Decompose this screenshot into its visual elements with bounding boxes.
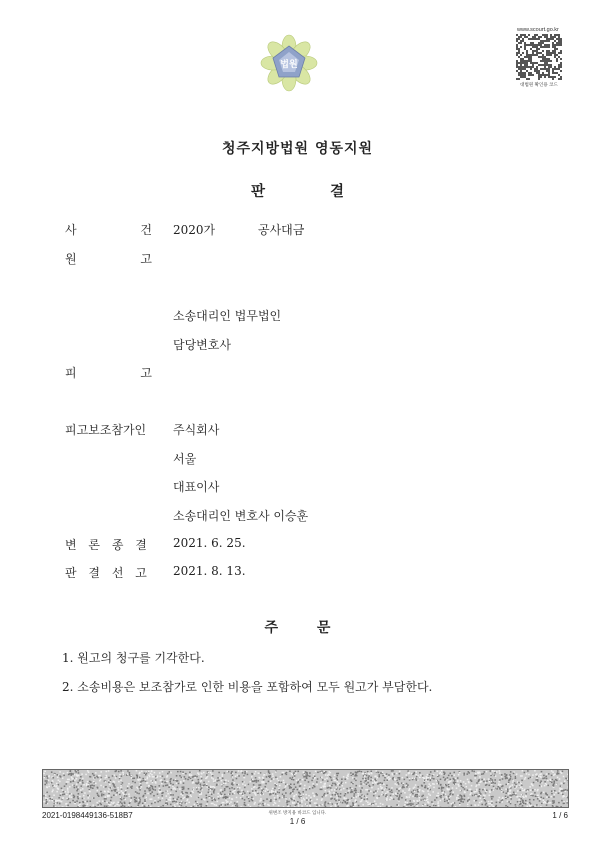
intervenor-counsel: 소송대리인 변호사 이승훈: [173, 509, 309, 523]
court-emblem-icon: [260, 34, 318, 92]
ruling-label: 판 결 선 고: [65, 566, 151, 580]
emblem-text: 법원: [280, 60, 298, 70]
case-number: 2020가: [173, 223, 216, 237]
document-title: 판 결: [250, 183, 345, 200]
verification-qr-code: [516, 34, 562, 80]
case-label: 사 건: [65, 223, 182, 237]
case-name: 공사대금: [258, 223, 305, 237]
ruling-date: 2021. 8. 13.: [173, 564, 246, 578]
document-id: 2021-0198449136-518B7: [42, 811, 133, 820]
defendant-label: 피 고: [65, 366, 182, 380]
plaintiff-counsel-firm: 소송대리인 법무법인: [173, 309, 282, 323]
barcode-note: 위변조 방지용 바코드 입니다.: [268, 811, 327, 816]
intervenor-label: 피고보조참가인: [65, 423, 147, 437]
page-number: 1 / 6: [552, 811, 568, 820]
qr-url: www.scourt.go.kr: [517, 27, 559, 33]
order-title: 주 문: [264, 620, 331, 636]
court-name: 청주지방법원 영동지원: [221, 141, 374, 157]
closing-date: 2021. 6. 25.: [173, 536, 246, 550]
closing-label: 변 론 종 결: [65, 538, 151, 552]
qr-caption: 대법원 확인용 코드: [520, 83, 558, 88]
order-item: 2. 소송비용은 보조참가로 인한 비용을 포함하여 모두 원고가 부담한다.: [62, 680, 433, 694]
center-page-number: 1 / 6: [289, 817, 306, 826]
plaintiff-counsel-attorney: 담당변호사: [173, 338, 231, 352]
anti-forgery-barcode: [42, 769, 569, 808]
order-item: 1. 원고의 청구를 기각한다.: [62, 651, 205, 665]
intervenor-address: 서울: [173, 452, 197, 466]
intervenor-company: 주식회사: [173, 423, 220, 437]
intervenor-representative: 대표이사: [173, 480, 220, 494]
plaintiff-label: 원 고: [65, 252, 182, 266]
